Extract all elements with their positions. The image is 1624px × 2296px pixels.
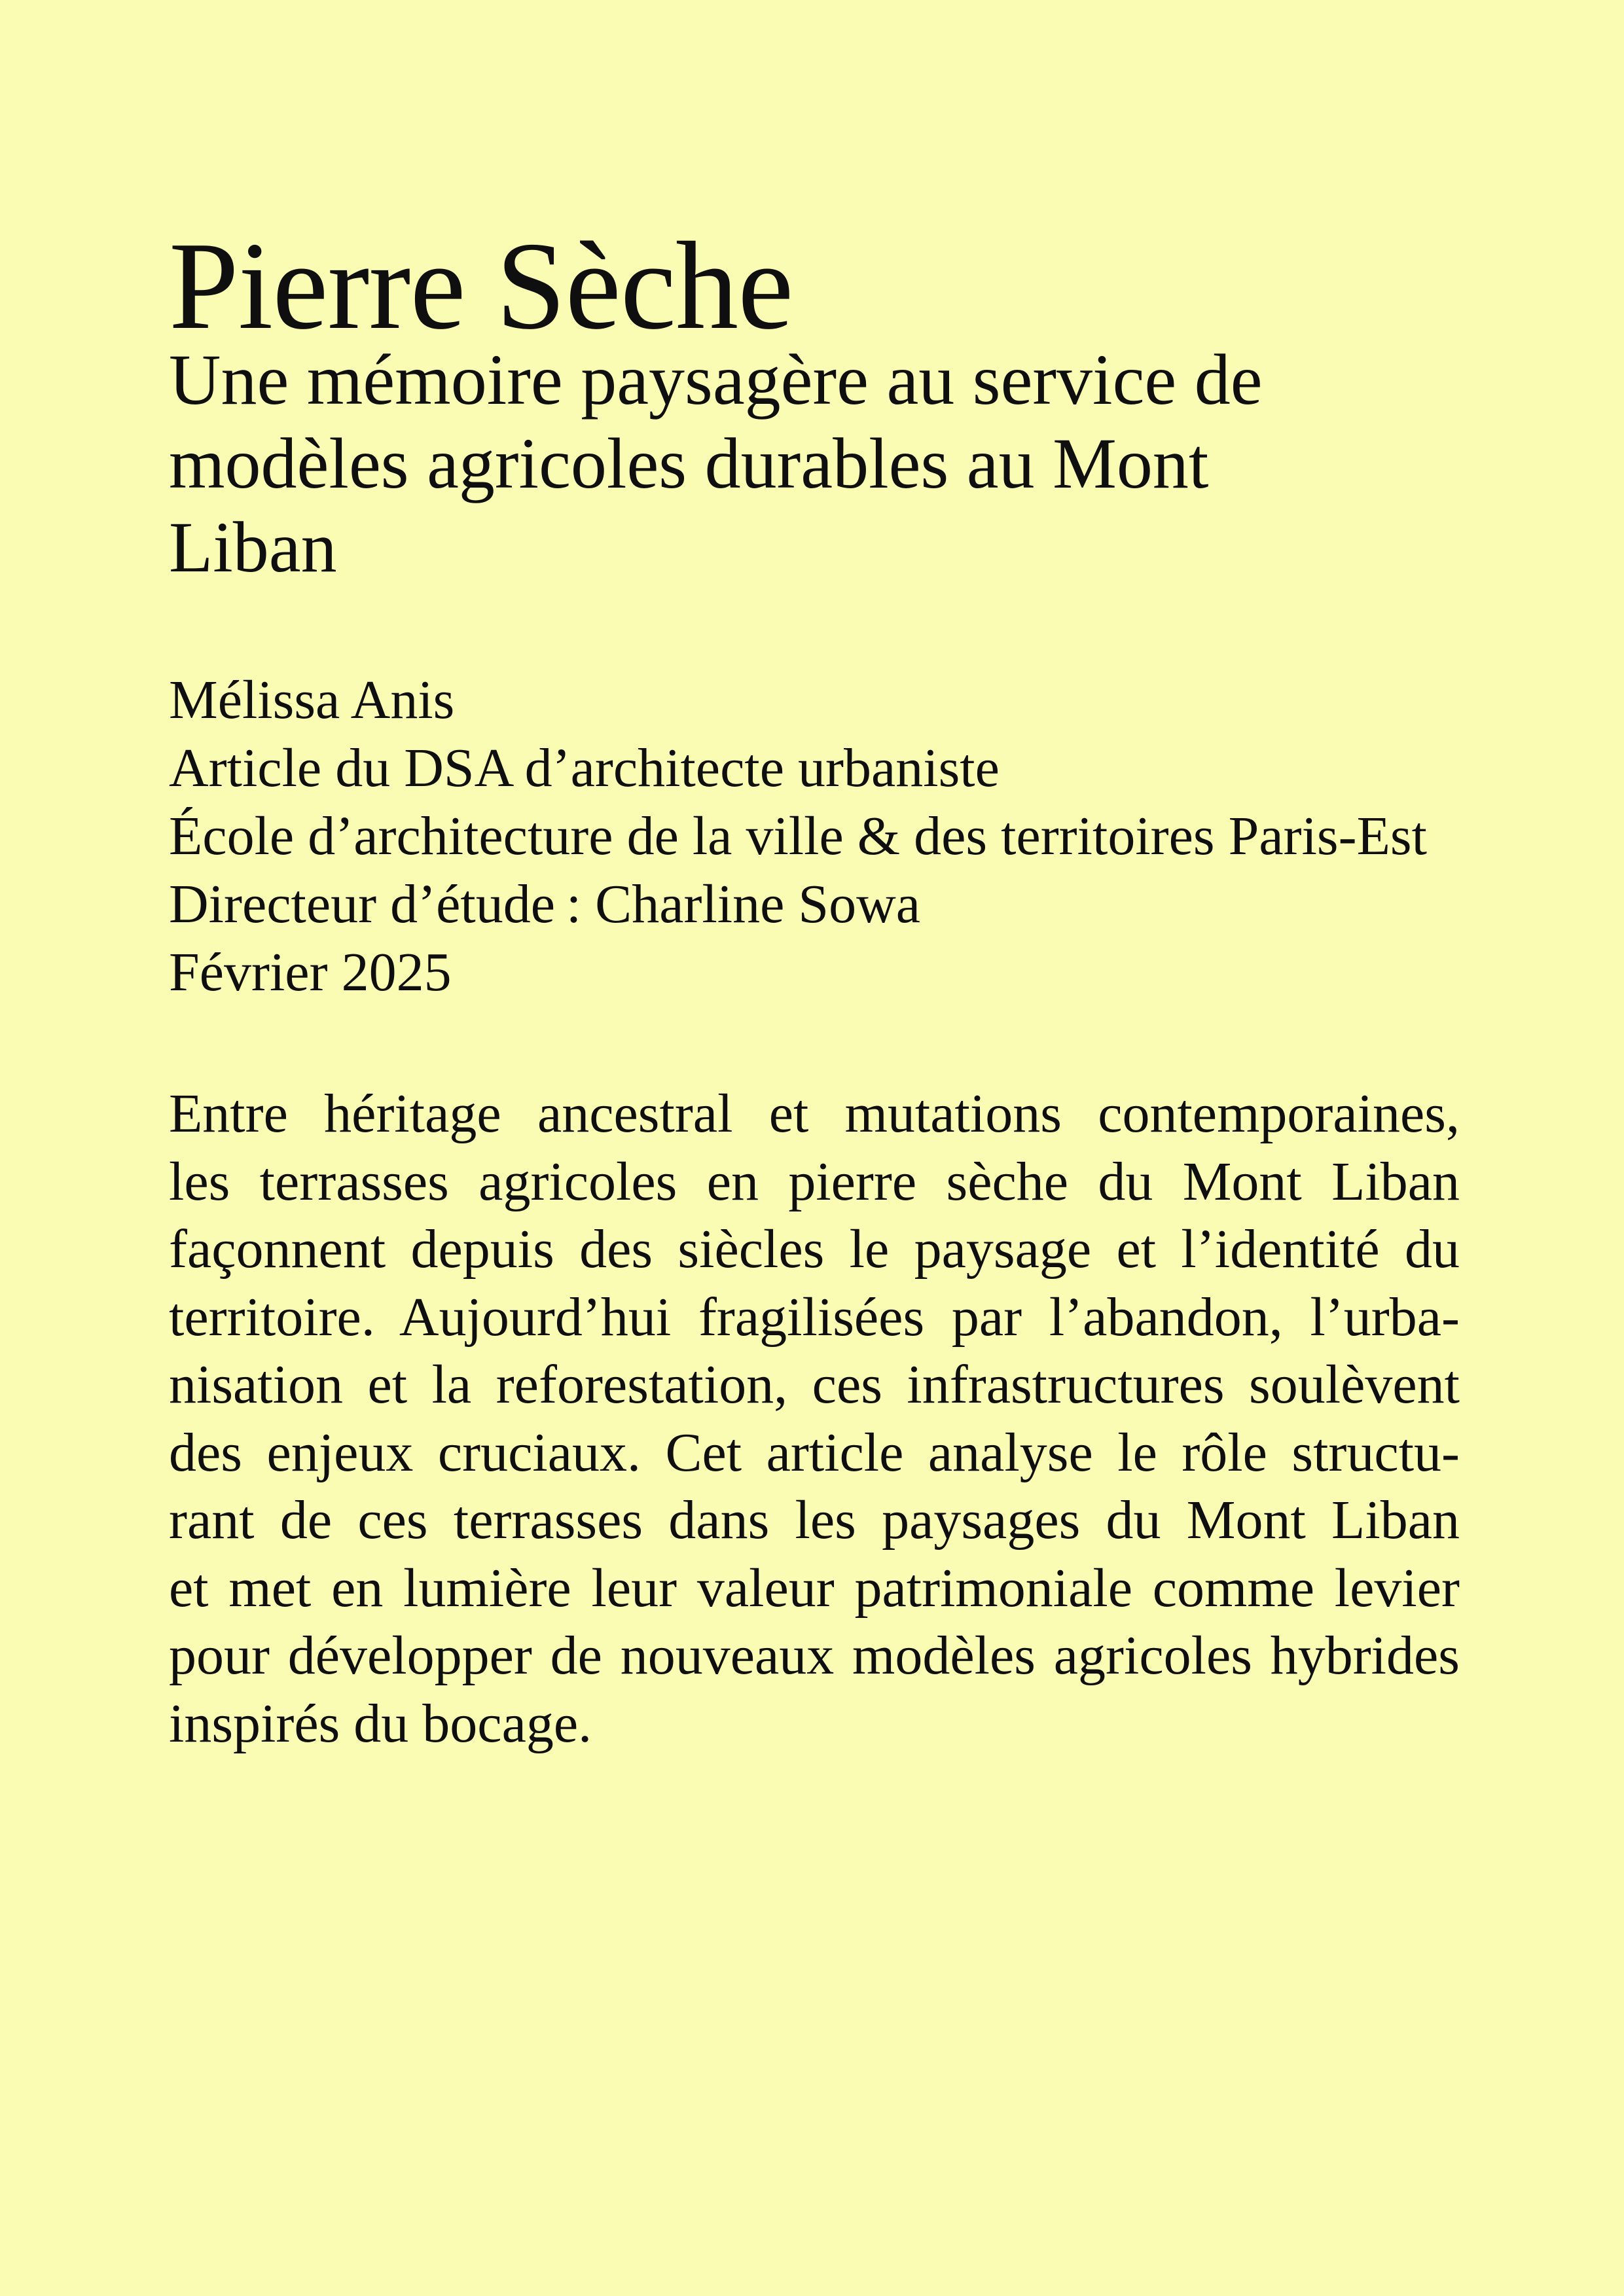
publication-date: Février 2025 — [169, 942, 452, 1003]
abstract-line: Entre héritage ancestral et mutations contemporaines, — [169, 1083, 1460, 1144]
subtitle-line: Liban — [169, 507, 337, 587]
abstract-line: rant de ces terrasses dans les paysages du Mont Liban — [169, 1490, 1460, 1551]
abstract-line: territoire. Aujourd’hui fragilisées par l’abandon, l’urba- — [169, 1286, 1460, 1348]
byline-block — [169, 666, 1460, 1007]
abstract-line: pour développer de nouveaux modèles agricoles hybrides — [169, 1625, 1460, 1686]
abstract-paragraph — [169, 1080, 1460, 1757]
author-name: Mélissa Anis — [169, 670, 455, 730]
institution: École d’architecture de la ville & des territoires Paris-Est — [169, 806, 1427, 867]
abstract-line: façonnent depuis des siècles le paysage et l’identité du — [169, 1219, 1460, 1280]
abstract-line: les terrasses agricoles en pierre sèche du Mont Liban — [169, 1151, 1460, 1212]
study-director: Directeur d’étude : Charline Sowa — [169, 874, 921, 935]
subtitle-line: modèles agricoles durables au Mont — [169, 423, 1209, 503]
abstract-line: inspirés du bocage. — [169, 1693, 592, 1754]
article-subtitle — [169, 338, 1460, 589]
subtitle-line: Une mémoire paysagère au service de — [169, 340, 1263, 420]
abstract-line: des enjeux cruciaux. Cet article analyse le rôle structu- — [169, 1422, 1460, 1483]
article-type: Article du DSA d’architecte urbaniste — [169, 738, 1000, 798]
page-title: Pierre Sèche — [169, 215, 793, 355]
abstract-line: et met en lumière leur valeur patrimoniale comme levier — [169, 1557, 1460, 1619]
abstract-line: nisation et la reforestation, ces infrastructures soulèvent — [169, 1354, 1460, 1415]
